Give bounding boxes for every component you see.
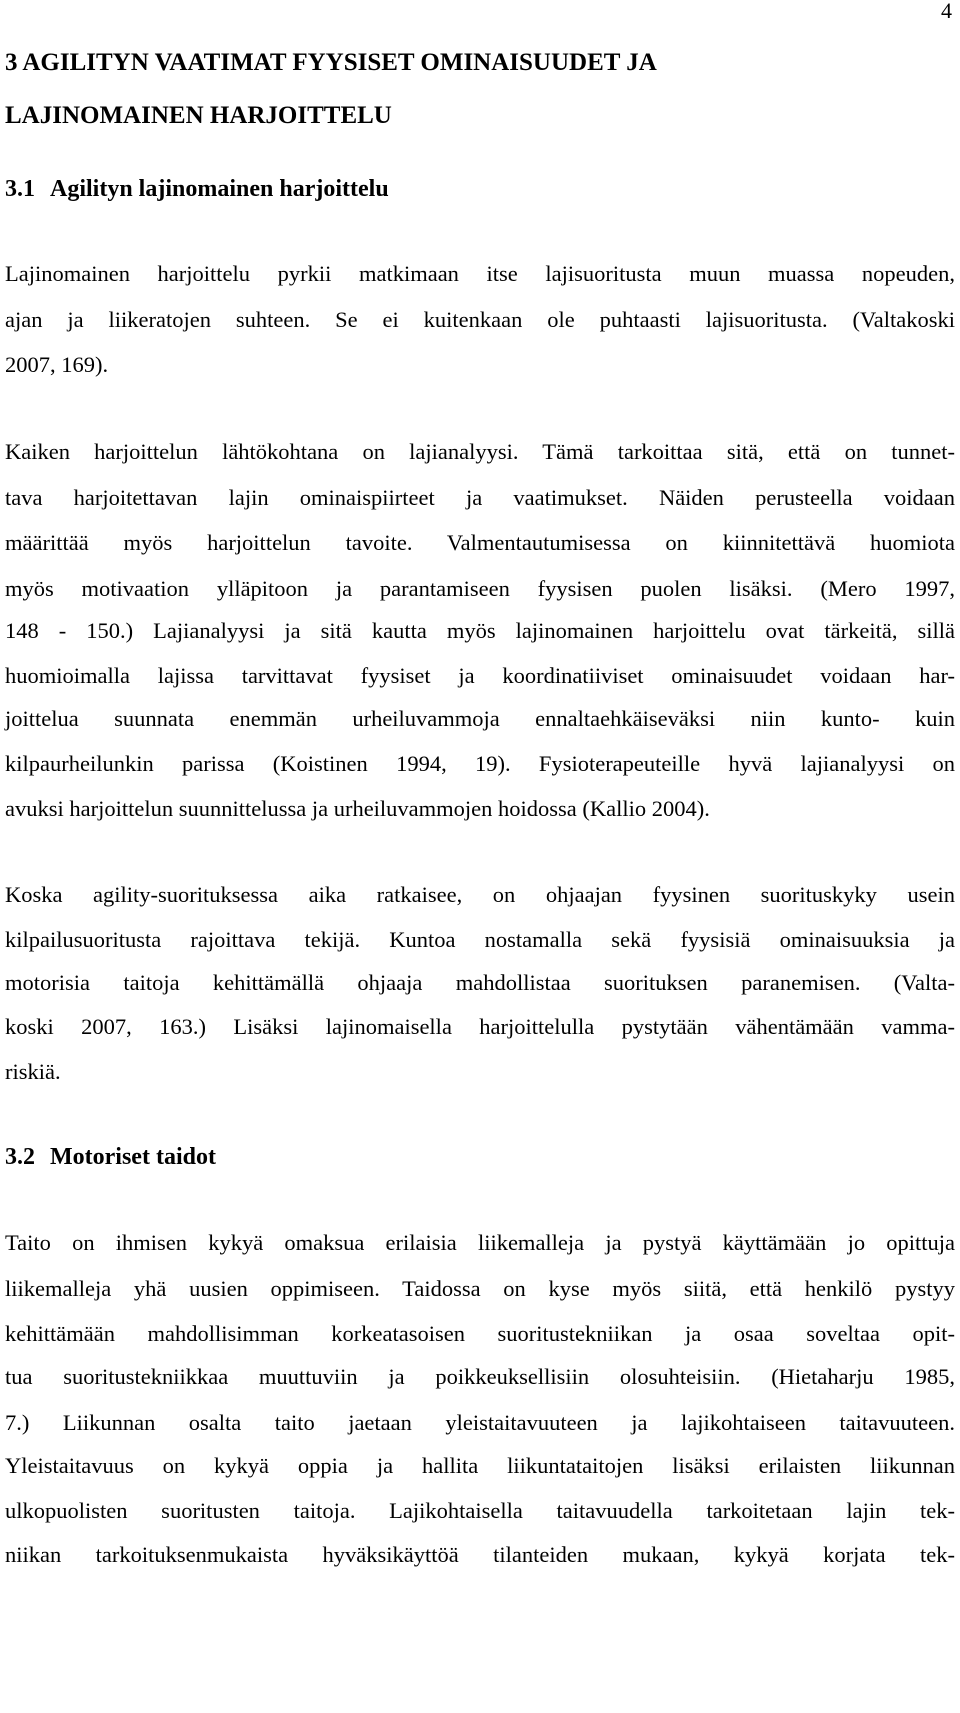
section-title: Agilityn lajinomainen harjoittelu [50,176,389,202]
paragraph-4-line-4: tua suoritustekniikkaa muuttuviin ja poikkeuksellisiin olosuhteisiin. (Hietaharju 1985, [5,1364,955,1389]
paragraph-1-line-2: ajan ja liikeratojen suhteen. Se ei kuitenkaan ole puhtaasti lajisuoritusta. (Valtakoski [5,307,955,332]
paragraph-2-line-5: 148 - 150.) Lajianalyysi ja sitä kautta myös lajinomainen harjoittelu ovat tärkeitä, sillä [5,618,955,643]
paragraph-2-line-7: joittelua suunnata enemmän urheiluvammoja ennaltaehkäiseväksi niin kunto- kuin [5,706,955,731]
chapter-heading-line-2: LAJINOMAINEN HARJOITTELU [5,102,392,129]
paragraph-3-line-3: motorisia taitoja kehittämällä ohjaaja mahdollistaa suorituksen paranemisen. (Valta- [5,970,955,995]
paragraph-3-line-4: koski 2007, 163.) Lisäksi lajinomaisella harjoittelulla pystytään vähentämään vamma- [5,1014,955,1039]
paragraph-2-line-2: tava harjoitettavan lajin ominaispiirteet ja vaatimukset. Näiden perusteella voidaan [5,485,955,510]
section-heading-3-1 [5,174,389,204]
paragraph-4-line-3: kehittämään mahdollisimman korkeatasoisen suoritustekniikan ja osaa soveltaa opit- [5,1321,955,1346]
paragraph-2-line-3: määrittää myös harjoittelun tavoite. Valmentautumisessa on kiinnitettävä huomiota [5,530,955,555]
section-number: 3.2 [5,1144,35,1170]
paragraph-1-line-3: 2007, 169). [5,352,109,377]
paragraph-2-line-6: huomioimalla lajissa tarvittavat fyysiset ja koordinatiiviset ominaisuudet voidaan har- [5,663,955,688]
paragraph-4-line-8: niikan tarkoituksenmukaista hyväksikäyttöä tilanteiden mukaan, kykyä korjata tek- [5,1542,955,1567]
section-heading-3-2 [5,1142,216,1172]
chapter-heading [5,36,905,142]
paragraph-2-line-1: Kaiken harjoittelun lähtökohtana on lajianalyysi. Tämä tarkoittaa sitä, että on tunnet- [5,439,955,464]
paragraph-2-line-4: myös motivaation ylläpitoon ja parantamiseen fyysisen puolen lisäksi. (Mero 1997, [5,576,955,601]
section-number: 3.1 [5,176,35,202]
paragraph-4-line-6: Yleistaitavuus on kykyä oppia ja hallita liikuntataitojen lisäksi erilaisten liikunnan [5,1453,955,1478]
page-number: 4 [941,0,952,23]
paragraph-2-line-9: avuksi harjoittelun suunnittelussa ja urheiluvammojen hoidossa (Kallio 2004). [5,796,710,821]
paragraph-3-line-2: kilpailusuoritusta rajoittava tekijä. Kuntoa nostamalla sekä fyysisiä ominaisuuksia ja [5,927,955,952]
chapter-heading-line-1: 3 AGILITYN VAATIMAT FYYSISET OMINAISUUDET JA [5,49,657,76]
paragraph-4-line-7: ulkopuolisten suoritusten taitoja. Lajikohtaisella taitavuudella tarkoitetaan lajin tek- [5,1498,955,1523]
paragraph-3-line-1: Koska agility-suorituksessa aika ratkaisee, on ohjaajan fyysinen suorituskyky usein [5,882,955,907]
paragraph-2-line-8: kilpaurheilunkin parissa (Koistinen 1994, 19). Fysioterapeuteille hyvä lajianalyysi on [5,751,955,776]
paragraph-4-line-1: Taito on ihmisen kykyä omaksua erilaisia liikemalleja ja pystyä käyttämään jo opittuja [5,1230,955,1255]
section-title: Motoriset taidot [50,1144,216,1170]
paragraph-1-line-1: Lajinomainen harjoittelu pyrkii matkimaan itse lajisuoritusta muun muassa nopeuden, [5,261,955,286]
paragraph-4-line-5: 7.) Liikunnan osalta taito jaetaan yleistaitavuuteen ja lajikohtaiseen taitavuuteen. [5,1410,955,1435]
paragraph-4-line-2: liikemalleja yhä uusien oppimiseen. Taidossa on kyse myös siitä, että henkilö pystyy [5,1276,955,1301]
paragraph-3-line-5: riskiä. [5,1059,61,1084]
